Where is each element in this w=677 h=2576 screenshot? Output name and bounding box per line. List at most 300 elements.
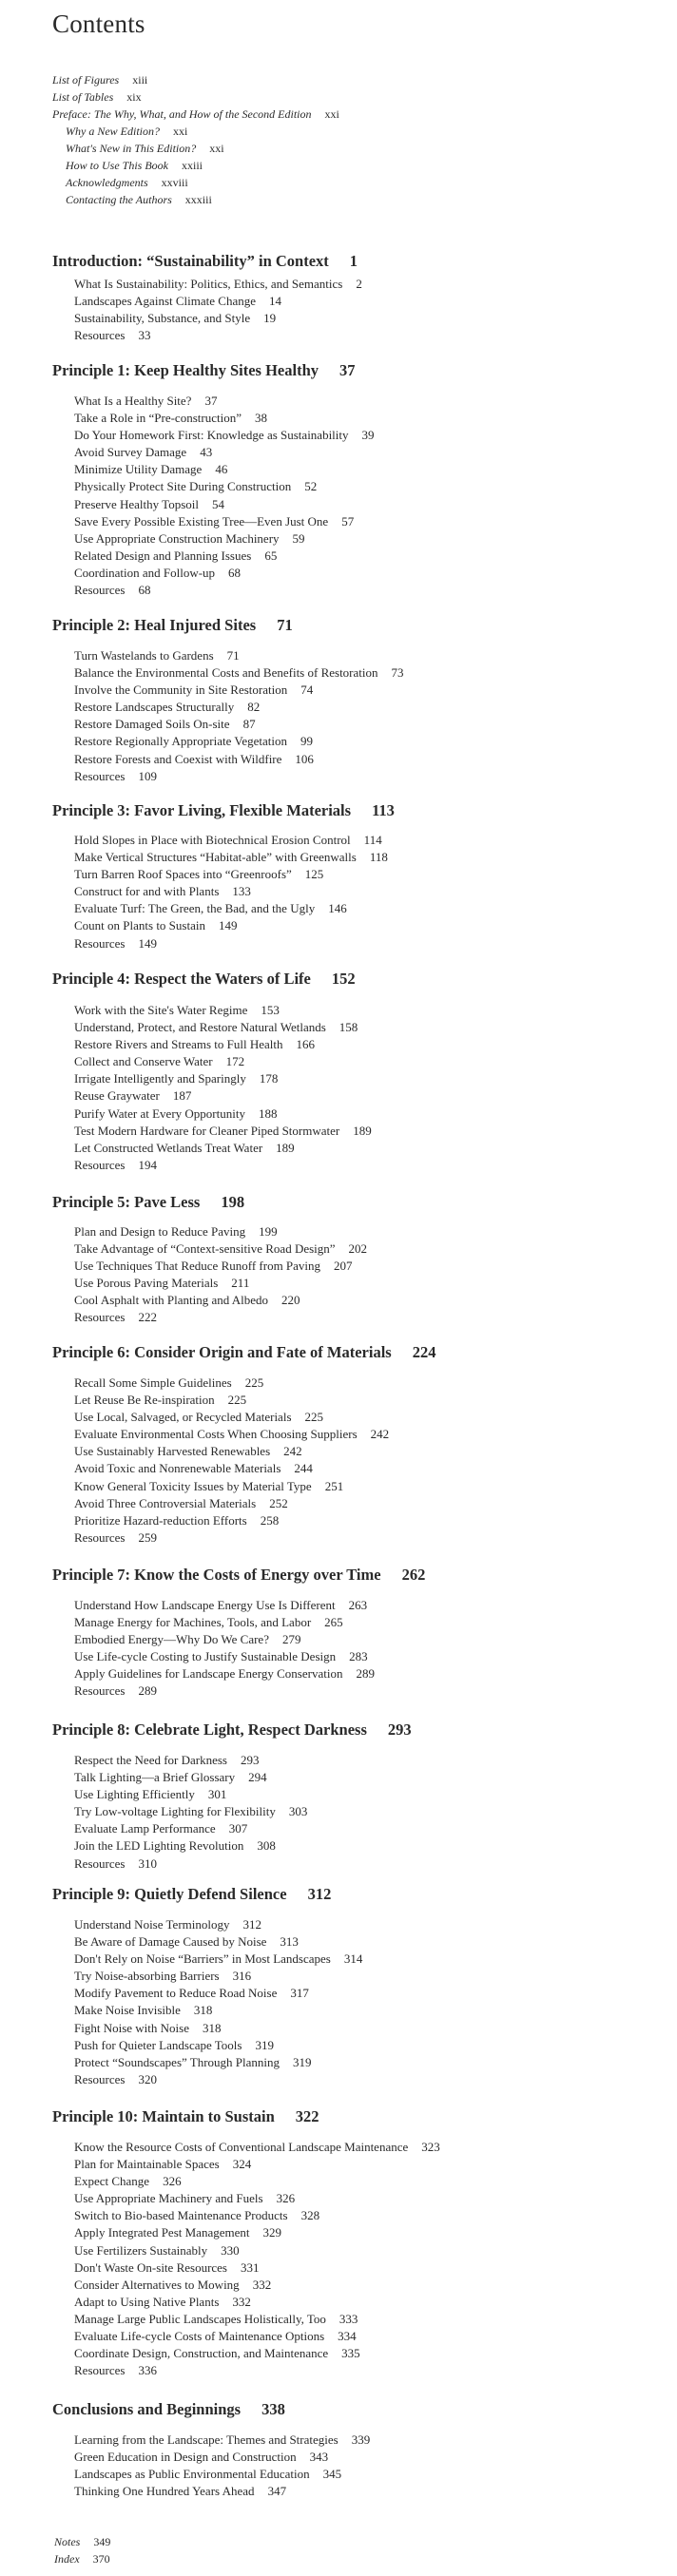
toc-entry[interactable] xyxy=(74,1019,372,1036)
toc-entry[interactable] xyxy=(74,1916,362,1933)
entry-page-number: 244 xyxy=(294,1461,313,1476)
entry-label: Resources xyxy=(74,1310,126,1325)
entry-label: Let Reuse Be Re-inspiration xyxy=(74,1393,215,1408)
entry-label: Fight Noise with Noise xyxy=(74,2020,189,2035)
toc-entry[interactable] xyxy=(74,1375,389,1392)
toc-entry[interactable] xyxy=(74,900,388,917)
toc-entry[interactable] xyxy=(74,1837,307,1855)
section-heading[interactable] xyxy=(52,1885,331,1904)
toc-entry[interactable] xyxy=(74,2328,440,2345)
toc-entry[interactable] xyxy=(74,2294,440,2311)
entry-page-number: 332 xyxy=(252,2277,272,2292)
toc-entry[interactable] xyxy=(74,1752,307,1769)
toc-entry[interactable] xyxy=(74,2173,440,2190)
entry-page-number: xiii xyxy=(132,73,148,87)
section-heading[interactable] xyxy=(52,2400,285,2419)
entry-page-number: 259 xyxy=(138,1529,157,1545)
entry-page-number: 52 xyxy=(304,479,318,494)
entry-page-number: 114 xyxy=(363,833,382,847)
entry-page-number: 59 xyxy=(292,530,305,546)
toc-entry[interactable] xyxy=(74,1036,372,1053)
entry-page-number: 207 xyxy=(334,1259,353,1274)
front-matter-item[interactable] xyxy=(52,71,339,88)
entry-label: Restore Damaged Soils On-site xyxy=(74,717,230,732)
toc-entry[interactable] xyxy=(74,427,375,444)
entry-label: Landscapes Against Climate Change xyxy=(74,294,256,309)
entry-label: Resources xyxy=(74,2363,126,2378)
toc-entry[interactable] xyxy=(74,716,404,733)
entry-page-number: 19 xyxy=(263,311,277,326)
toc-entry[interactable] xyxy=(74,565,375,582)
entry-label: Why a New Edition? xyxy=(66,125,160,138)
section-entry-list xyxy=(74,1002,372,1174)
entry-label: List of Figures xyxy=(52,73,120,87)
front-matter-item[interactable] xyxy=(52,191,339,208)
toc-entry[interactable] xyxy=(74,310,362,327)
toc-entry[interactable] xyxy=(74,1855,307,1873)
entry-page-number: 65 xyxy=(264,548,278,563)
entry-label: Modify Pavement to Reduce Road Noise xyxy=(74,1986,278,2001)
entry-label: Join the LED Lighting Revolution xyxy=(74,1838,244,1854)
front-matter-item[interactable] xyxy=(52,174,339,191)
entry-page-number: 73 xyxy=(391,665,404,681)
entry-label: Resources xyxy=(74,2071,126,2086)
toc-entry[interactable] xyxy=(74,1070,372,1087)
entry-page-number: 308 xyxy=(257,1838,276,1854)
entry-label: Turn Wastelands to Gardens xyxy=(74,648,214,663)
entry-label: Coordinate Design, Construction, and Maintenance xyxy=(74,2346,329,2361)
toc-entry[interactable] xyxy=(74,1223,367,1240)
toc-entry[interactable] xyxy=(74,2071,362,2088)
toc-entry[interactable] xyxy=(74,327,362,344)
toc-entry[interactable] xyxy=(74,1614,375,1631)
section-page-number: 293 xyxy=(387,1721,412,1739)
toc-entry[interactable] xyxy=(74,1786,307,1803)
toc-entry[interactable] xyxy=(74,1258,367,1275)
toc-entry[interactable] xyxy=(74,1597,375,1614)
toc-entry[interactable] xyxy=(74,2432,370,2449)
toc-entry[interactable] xyxy=(74,751,404,768)
entry-label: Respect the Need for Darkness xyxy=(74,1753,227,1767)
entry-page-number: 316 xyxy=(232,1969,252,1984)
toc-entry[interactable] xyxy=(74,768,404,785)
toc-entry[interactable] xyxy=(74,2207,440,2224)
entry-page-number: 82 xyxy=(247,700,261,715)
entry-label: Expect Change xyxy=(74,2174,150,2189)
entry-label: Use Local, Salvaged, or Recycled Materials xyxy=(74,1410,292,1425)
toc-entry[interactable] xyxy=(74,1460,389,1477)
toc-entry[interactable] xyxy=(74,1933,362,1951)
section-heading[interactable] xyxy=(52,361,356,380)
toc-entry[interactable] xyxy=(74,1105,372,1123)
section-page-number: 37 xyxy=(339,361,356,379)
entry-page-number: 323 xyxy=(421,2140,440,2154)
entry-label: Adapt to Using Native Plants xyxy=(74,2294,220,2309)
toc-entry[interactable] xyxy=(74,1275,367,1292)
front-matter-item[interactable] xyxy=(52,140,339,157)
toc-entry[interactable] xyxy=(74,1665,375,1682)
entry-label: Restore Rivers and Streams to Full Health xyxy=(74,1037,283,1052)
entry-label: Restore Forests and Coexist with Wildfire xyxy=(74,751,282,766)
entry-page-number: 225 xyxy=(244,1375,264,1390)
entry-label: Coordination and Follow-up xyxy=(74,565,216,580)
entry-page-number: 320 xyxy=(138,2071,157,2086)
toc-entry[interactable] xyxy=(74,393,375,410)
entry-label: What's New in This Edition? xyxy=(66,142,197,155)
entry-page-number: 172 xyxy=(225,1054,245,1069)
entry-page-number: xxiii xyxy=(182,159,203,172)
entry-page-number: 328 xyxy=(300,2208,320,2223)
section-page-number: 224 xyxy=(412,1343,436,1361)
entry-label: Use Porous Paving Materials xyxy=(74,1276,219,1291)
entry-page-number: 133 xyxy=(232,884,251,899)
entry-page-number: 336 xyxy=(138,2363,157,2378)
toc-entry[interactable] xyxy=(74,1087,372,1105)
entry-page-number: 54 xyxy=(212,496,224,511)
section-title: Principle 3: Favor Living, Flexible Materials xyxy=(52,801,352,819)
section-heading[interactable] xyxy=(52,2107,319,2126)
toc-entry[interactable] xyxy=(74,832,388,849)
toc-entry[interactable] xyxy=(74,1985,362,2002)
entry-page-number: xxviii xyxy=(161,176,188,189)
toc-entry[interactable] xyxy=(74,1631,375,1648)
entry-page-number: 317 xyxy=(290,1986,309,2001)
entry-page-number: 43 xyxy=(200,445,213,460)
front-matter-list xyxy=(52,71,339,208)
entry-page-number: xxi xyxy=(209,142,224,155)
front-matter-item[interactable] xyxy=(52,157,339,174)
front-matter-item[interactable] xyxy=(52,106,339,123)
toc-entry[interactable] xyxy=(74,866,388,883)
entry-label: Cool Asphalt with Planting and Albedo xyxy=(74,1293,269,1308)
entry-page-number: 312 xyxy=(242,1917,261,1932)
entry-label: Sustainability, Substance, and Style xyxy=(74,311,251,326)
entry-label: Resources xyxy=(74,768,126,783)
entry-label: Save Every Possible Existing Tree—Even Just One xyxy=(74,513,329,529)
entry-label: What Is Sustainability: Politics, Ethics, and Semantics xyxy=(74,277,343,291)
toc-entry[interactable] xyxy=(74,699,404,716)
entry-label: Take a Role in “Pre-construction” xyxy=(74,411,242,426)
entry-label: Contacting the Authors xyxy=(66,193,172,206)
section-entry-list xyxy=(74,2432,370,2500)
entry-page-number: 332 xyxy=(232,2294,251,2309)
back-matter-list xyxy=(54,2533,110,2567)
entry-page-number: xxi xyxy=(173,125,188,138)
entry-label: Prioritize Hazard-reduction Efforts xyxy=(74,1512,247,1528)
toc-entry[interactable] xyxy=(74,478,375,495)
entry-label: Irrigate Intelligently and Sparingly xyxy=(74,1071,246,1086)
entry-page-number: 283 xyxy=(349,1649,368,1664)
entry-label: Resources xyxy=(74,935,126,951)
entry-page-number: 178 xyxy=(259,1071,279,1086)
entry-page-number: 68 xyxy=(138,583,151,598)
toc-entry[interactable] xyxy=(74,1309,367,1326)
entry-label: What Is a Healthy Site? xyxy=(74,394,192,408)
section-heading[interactable] xyxy=(52,801,395,820)
toc-entry[interactable] xyxy=(74,1123,372,1140)
entry-page-number: 109 xyxy=(138,768,157,783)
toc-entry[interactable] xyxy=(74,2156,440,2173)
section-title: Principle 8: Celebrate Light, Respect Darkness xyxy=(52,1721,367,1739)
entry-label: Evaluate Lamp Performance xyxy=(74,1821,216,1836)
entry-label: Resources xyxy=(74,1157,126,1172)
toc-entry[interactable] xyxy=(74,293,362,310)
toc-entry[interactable] xyxy=(74,682,404,699)
toc-entry[interactable] xyxy=(74,1002,372,1019)
toc-entry[interactable] xyxy=(74,1409,389,1426)
toc-entry[interactable] xyxy=(74,2037,362,2054)
entry-page-number: 370 xyxy=(92,2552,110,2566)
toc-entry[interactable] xyxy=(74,2054,362,2071)
entry-page-number: 87 xyxy=(242,717,256,732)
page-title: Contents xyxy=(52,10,145,38)
toc-entry[interactable] xyxy=(74,1443,389,1460)
entry-page-number: 265 xyxy=(324,1615,343,1630)
toc-entry[interactable] xyxy=(74,1529,389,1547)
entry-page-number: 220 xyxy=(281,1293,300,1308)
section-title: Principle 6: Consider Origin and Fate of Materials xyxy=(52,1343,392,1361)
entry-label: Apply Guidelines for Landscape Energy Conservation xyxy=(74,1666,343,1682)
entry-label: Preface: The Why, What, and How of the Second Edition xyxy=(52,107,312,121)
toc-entry[interactable] xyxy=(74,849,388,866)
entry-page-number: 343 xyxy=(309,2450,329,2465)
section-heading[interactable] xyxy=(52,616,293,635)
entry-label: Use Sustainably Harvested Renewables xyxy=(74,1444,271,1459)
entry-page-number: 38 xyxy=(254,411,267,426)
section-page-number: 152 xyxy=(331,970,356,988)
entry-label: Push for Quieter Landscape Tools xyxy=(74,2037,242,2052)
entry-label: Green Education in Design and Construction xyxy=(74,2450,297,2465)
entry-page-number: 331 xyxy=(241,2259,260,2275)
section-entry-list xyxy=(74,1752,307,1873)
entry-page-number: 74 xyxy=(300,682,314,698)
entry-page-number: 57 xyxy=(341,513,355,529)
section-heading[interactable] xyxy=(52,1343,435,1362)
toc-entry[interactable] xyxy=(74,647,404,664)
entry-label: Resources xyxy=(74,328,126,343)
toc-entry[interactable] xyxy=(74,733,404,750)
toc-entry[interactable] xyxy=(74,1292,367,1309)
entry-label: Resources xyxy=(74,583,126,598)
entry-label: Recall Some Simple Guidelines xyxy=(74,1375,232,1390)
toc-entry[interactable] xyxy=(74,2362,440,2379)
section-heading[interactable] xyxy=(52,1566,425,1585)
toc-entry[interactable] xyxy=(74,1951,362,1968)
section-entry-list xyxy=(74,393,375,599)
toc-entry[interactable] xyxy=(74,1392,389,1409)
toc-entry[interactable] xyxy=(74,664,404,682)
entry-page-number: 330 xyxy=(221,2242,240,2258)
entry-page-number: 149 xyxy=(218,918,238,933)
entry-page-number: 106 xyxy=(295,751,314,766)
back-matter-item[interactable] xyxy=(54,2533,110,2550)
toc-entry[interactable] xyxy=(74,1140,372,1157)
section-entry-list xyxy=(74,1375,389,1547)
entry-page-number: 14 xyxy=(268,294,281,309)
toc-entry[interactable] xyxy=(74,1769,307,1786)
entry-page-number: 345 xyxy=(322,2467,342,2482)
entry-page-number: 263 xyxy=(348,1598,368,1612)
toc-entry[interactable] xyxy=(74,2002,362,2019)
toc-entry[interactable] xyxy=(74,1820,307,1837)
entry-page-number: 307 xyxy=(228,1821,248,1836)
entry-page-number: 334 xyxy=(338,2329,357,2344)
entry-page-number: 289 xyxy=(138,1683,157,1699)
entry-page-number: 279 xyxy=(281,1632,301,1647)
entry-label: Construct for and with Plants xyxy=(74,884,220,899)
toc-entry[interactable] xyxy=(74,444,375,461)
toc-entry[interactable] xyxy=(74,276,362,293)
entry-label: Try Noise-absorbing Barriers xyxy=(74,1969,220,1984)
entry-label: Switch to Bio-based Maintenance Products xyxy=(74,2208,288,2223)
entry-label: Acknowledgments xyxy=(66,176,148,189)
section-page-number: 1 xyxy=(349,252,358,270)
entry-page-number: 251 xyxy=(324,1478,344,1493)
toc-entry[interactable] xyxy=(74,1648,375,1665)
entry-page-number: 318 xyxy=(202,2020,222,2035)
entry-page-number: 310 xyxy=(138,1855,157,1871)
entry-page-number: 194 xyxy=(138,1157,157,1172)
toc-entry[interactable] xyxy=(74,1495,389,1512)
back-matter-item[interactable] xyxy=(54,2550,110,2567)
entry-page-number: 158 xyxy=(338,1020,358,1035)
entry-page-number: 347 xyxy=(267,2484,287,2499)
toc-entry[interactable] xyxy=(74,2277,440,2294)
entry-label: Know General Toxicity Issues by Material Type xyxy=(74,1478,312,1493)
toc-entry[interactable] xyxy=(74,1053,372,1070)
entry-label: Involve the Community in Site Restoration xyxy=(74,682,288,698)
section-entry-list xyxy=(74,647,404,785)
section-title: Principle 4: Respect the Waters of Life xyxy=(52,970,311,988)
entry-label: Work with the Site's Water Regime xyxy=(74,1003,248,1017)
toc-entry[interactable] xyxy=(74,1968,362,1985)
entry-page-number: 294 xyxy=(248,1770,267,1785)
toc-entry[interactable] xyxy=(74,530,375,548)
entry-page-number: 313 xyxy=(280,1934,299,1950)
entry-label: Learning from the Landscape: Themes and Strategies xyxy=(74,2432,338,2447)
entry-page-number: 188 xyxy=(258,1105,278,1121)
entry-label: Evaluate Life-cycle Costs of Maintenance Options xyxy=(74,2329,325,2344)
entry-page-number: 301 xyxy=(207,1787,227,1802)
entry-page-number: 202 xyxy=(348,1241,368,1257)
toc-entry[interactable] xyxy=(74,1478,389,1495)
toc-entry[interactable] xyxy=(74,2449,370,2466)
toc-entry[interactable] xyxy=(74,1240,367,1258)
toc-entry[interactable] xyxy=(74,2483,370,2500)
entry-label: Be Aware of Damage Caused by Noise xyxy=(74,1934,267,1950)
toc-entry[interactable] xyxy=(74,883,388,900)
entry-page-number: 349 xyxy=(93,2535,111,2548)
section-heading[interactable] xyxy=(52,970,356,989)
toc-entry[interactable] xyxy=(74,1512,389,1529)
entry-label: Turn Barren Roof Spaces into “Greenroofs” xyxy=(74,867,292,882)
toc-entry[interactable] xyxy=(74,2224,440,2241)
toc-entry[interactable] xyxy=(74,496,375,513)
entry-page-number: 326 xyxy=(163,2174,182,2189)
toc-entry[interactable] xyxy=(74,2139,440,2156)
entry-page-number: 146 xyxy=(328,901,347,916)
entry-label: Reuse Graywater xyxy=(74,1088,160,1104)
entry-label: Let Constructed Wetlands Treat Water xyxy=(74,1140,263,1155)
entry-page-number: 2 xyxy=(356,277,362,291)
entry-label: Avoid Toxic and Nonrenewable Materials xyxy=(74,1461,281,1476)
entry-page-number: 252 xyxy=(269,1495,288,1510)
entry-page-number: 242 xyxy=(370,1427,390,1442)
section-page-number: 262 xyxy=(401,1566,426,1584)
section-page-number: 312 xyxy=(307,1885,332,1903)
entry-label: Use Techniques That Reduce Runoff from Paving xyxy=(74,1259,321,1274)
entry-label: Test Modern Hardware for Cleaner Piped Stormwater xyxy=(74,1123,340,1138)
front-matter-item[interactable] xyxy=(52,123,339,140)
entry-page-number: 225 xyxy=(304,1410,323,1425)
entry-label: Purify Water at Every Opportunity xyxy=(74,1105,245,1121)
toc-entry[interactable] xyxy=(74,582,375,599)
section-heading[interactable] xyxy=(52,1193,244,1212)
toc-entry[interactable] xyxy=(74,410,375,427)
section-title: Principle 10: Maintain to Sustain xyxy=(52,2107,275,2125)
entry-page-number: 319 xyxy=(293,2054,312,2069)
section-heading[interactable] xyxy=(52,252,358,271)
entry-label: Use Life-cycle Costing to Justify Sustainable Design xyxy=(74,1649,337,1664)
toc-entry[interactable] xyxy=(74,1682,375,1700)
entry-label: Thinking One Hundred Years Ahead xyxy=(74,2484,255,2499)
toc-entry[interactable] xyxy=(74,2259,440,2277)
entry-label: Plan and Design to Reduce Paving xyxy=(74,1224,246,1239)
entry-page-number: 189 xyxy=(353,1123,372,1138)
section-page-number: 338 xyxy=(261,2400,285,2418)
entry-page-number: 46 xyxy=(215,462,228,477)
front-matter-item[interactable] xyxy=(52,88,339,106)
section-title: Principle 2: Heal Injured Sites xyxy=(52,616,257,634)
entry-page-number: 125 xyxy=(304,867,324,882)
section-entry-list xyxy=(74,2139,440,2379)
toc-entry[interactable] xyxy=(74,461,375,478)
entry-label: Talk Lighting—a Brief Glossary xyxy=(74,1770,236,1785)
toc-entry[interactable] xyxy=(74,2020,362,2037)
entry-label: Plan for Maintainable Spaces xyxy=(74,2157,220,2172)
toc-entry[interactable] xyxy=(74,548,375,565)
section-page-number: 113 xyxy=(372,801,395,819)
entry-page-number: 166 xyxy=(296,1037,316,1052)
section-heading[interactable] xyxy=(52,1721,412,1740)
entry-page-number: 242 xyxy=(283,1444,302,1459)
entry-page-number: 258 xyxy=(260,1512,280,1528)
toc-entry[interactable] xyxy=(74,2311,440,2328)
entry-label: How to Use This Book xyxy=(66,159,168,172)
toc-entry[interactable] xyxy=(74,917,388,934)
entry-label: Use Appropriate Machinery and Fuels xyxy=(74,2191,263,2206)
toc-entry[interactable] xyxy=(74,2345,440,2362)
toc-entry[interactable] xyxy=(74,2190,440,2207)
toc-entry[interactable] xyxy=(74,2466,370,2483)
entry-label: Use Appropriate Construction Machinery xyxy=(74,530,280,546)
toc-entry[interactable] xyxy=(74,1803,307,1820)
toc-entry[interactable] xyxy=(74,1157,372,1174)
toc-entry[interactable] xyxy=(74,935,388,952)
entry-page-number: 99 xyxy=(300,734,313,749)
toc-entry[interactable] xyxy=(74,2242,440,2259)
section-entry-list xyxy=(74,832,388,952)
entry-page-number: 333 xyxy=(338,2311,358,2326)
toc-entry[interactable] xyxy=(74,513,375,530)
section-entry-list xyxy=(74,1223,367,1327)
entry-label: Do Your Homework First: Knowledge as Sustainability xyxy=(74,428,349,443)
entry-label: Resources xyxy=(74,1683,126,1699)
toc-entry[interactable] xyxy=(74,1426,389,1443)
entry-page-number: 318 xyxy=(193,2003,213,2018)
entry-page-number: 225 xyxy=(227,1393,247,1408)
entry-label: Use Lighting Efficiently xyxy=(74,1787,195,1802)
